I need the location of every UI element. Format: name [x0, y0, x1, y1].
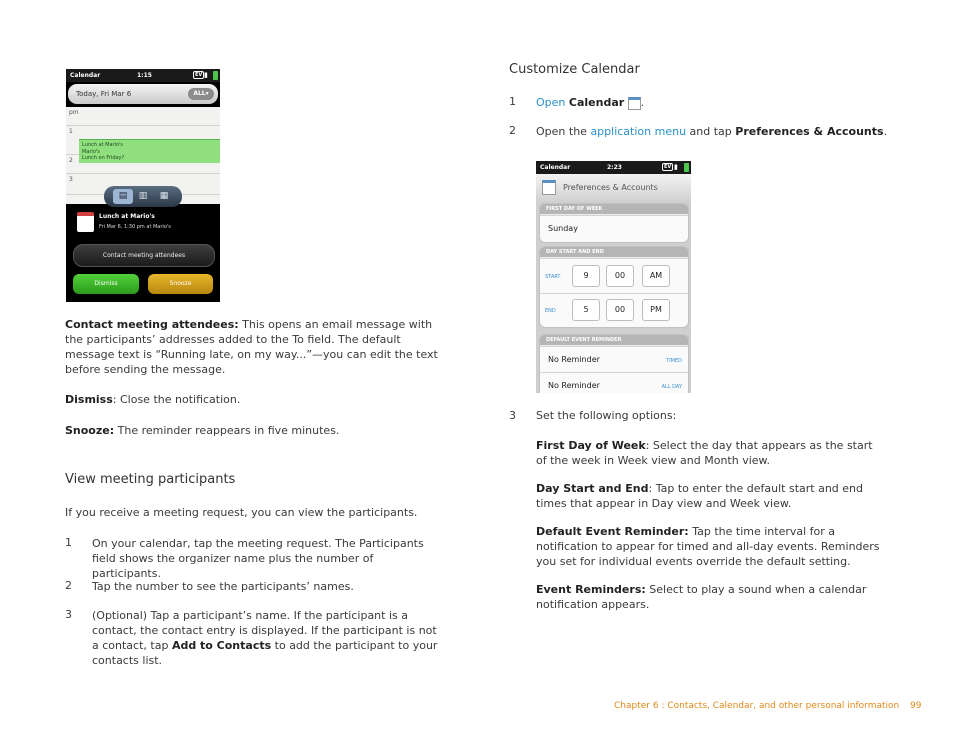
calendar-day-screenshot: [66, 69, 220, 302]
end-row: [540, 293, 688, 327]
option-day-start: Day Start and End: Tap to enter the default start and end times that appear in Day view and Week view.: [536, 482, 863, 510]
step-text: On your calendar, tap the meeting request. The Participants field shows the organizer name plus the number of participants.: [92, 537, 424, 580]
timed-reminder-selector[interactable]: [540, 346, 688, 372]
week-view-icon[interactable]: ▥: [138, 191, 148, 201]
start-label: START: [545, 274, 561, 280]
first-day-selector[interactable]: [540, 215, 688, 242]
hour-label: 1: [69, 128, 73, 135]
status-bar: [536, 161, 691, 174]
snooze-paragraph: Snooze: The reminder reappears in five minutes.: [65, 424, 340, 437]
event-location: Mario's: [82, 149, 100, 155]
day-start-end-group: [539, 246, 689, 328]
first-day-header: FIRST DAY OF WEEK: [540, 204, 688, 214]
step-number: 3: [65, 608, 72, 621]
step-text: Open Calendar .: [536, 96, 645, 109]
allday-tag: ALL DAY: [661, 384, 682, 390]
signal-icon: ▮: [674, 163, 678, 171]
footer-chapter: Chapter 6 : Contacts, Calendar, and other personal information: [614, 701, 900, 711]
dismiss-button[interactable]: Dismiss: [73, 274, 139, 294]
contact-attendees-paragraph: Contact meeting attendees: This opens an email message with the participants’ addresses added to the To field. The default message text is “Running late, on my way...”—you can edit the text before sending the message.: [65, 318, 438, 376]
all-calendars-button[interactable]: ALL▾: [188, 88, 214, 100]
status-bar: [66, 69, 220, 82]
default-reminder-group: [539, 334, 689, 393]
start-hour-picker[interactable]: 9: [572, 265, 600, 287]
end-hour-picker[interactable]: 5: [572, 299, 600, 321]
event-block[interactable]: [79, 139, 220, 163]
month-view-icon[interactable]: ▦: [159, 191, 169, 201]
end-label: END: [545, 308, 556, 314]
status-time: 2:23: [607, 164, 622, 171]
first-day-value: Sunday: [548, 224, 578, 233]
notification-detail: Fri Mar 6, 1:30 pm at Mario's: [99, 224, 171, 230]
view-switcher: [104, 186, 182, 207]
status-time: 1:15: [137, 72, 152, 79]
option-first-day: First Day of Week: Select the day that appears as the start of the week in Week view and Month view.: [536, 439, 873, 467]
status-app-name: Calendar: [70, 72, 101, 79]
step-number: 3: [509, 409, 516, 422]
section-heading: View meeting participants: [65, 472, 236, 487]
intro-paragraph: If you receive a meeting request, you can view the participants.: [65, 506, 418, 519]
step-text: Set the following options:: [536, 409, 677, 422]
date-header[interactable]: [68, 84, 218, 104]
event-title: Lunch at Mario's: [82, 142, 124, 148]
notification-title: Lunch at Mario's: [99, 213, 155, 220]
open-link[interactable]: Open: [536, 96, 566, 109]
event-note: Lunch on Friday?: [82, 155, 125, 161]
first-day-group: [539, 203, 689, 243]
day-view-icon[interactable]: ▤: [113, 189, 133, 204]
step-text: Open the application menu and tap Preferences & Accounts.: [536, 125, 888, 138]
preferences-titlebar: [536, 174, 691, 201]
dismiss-paragraph: Dismiss: Close the notification.: [65, 393, 241, 406]
status-app-name: Calendar: [540, 164, 571, 171]
hour-label: 2: [69, 157, 73, 164]
day-start-header: DAY START AND END: [540, 247, 688, 257]
ev-icon: EV: [195, 72, 203, 78]
battery-icon: [213, 71, 218, 80]
reminder-notification: [66, 207, 220, 302]
preferences-title: Preferences & Accounts: [563, 183, 658, 192]
date-title: Today, Fri Mar 6: [76, 90, 132, 98]
start-minute-picker[interactable]: 00: [606, 265, 634, 287]
step-number: 2: [65, 579, 72, 592]
pm-label: pm: [69, 109, 79, 116]
step-number: 1: [509, 95, 516, 108]
timed-tag: TIMED: [666, 358, 682, 364]
preferences-screenshot: [536, 161, 691, 393]
page-number: 99: [910, 701, 922, 711]
option-event-reminders: Event Reminders: Select to play a sound when a calendar notification appears.: [536, 583, 867, 611]
step-number: 2: [509, 124, 516, 137]
step-text: (Optional) Tap a participant’s name. If the participant is a contact, the contact entry is displayed. If the participant is not a contact, tap Add to Contacts to add the participant to your contacts list.: [92, 609, 438, 667]
end-ampm-picker[interactable]: PM: [642, 299, 670, 321]
ev-icon: EV: [664, 164, 672, 170]
step-number: 1: [65, 536, 72, 549]
hour-label: 3: [69, 176, 73, 183]
start-row: [540, 258, 688, 293]
option-default-reminder: Default Event Reminder: Tap the time interval for a notification to appear for timed and all-day events. Reminders you set for individual events override the default setting.: [536, 525, 880, 568]
snooze-button[interactable]: Snooze: [148, 274, 213, 294]
reminder-header: DEFAULT EVENT REMINDER: [540, 335, 688, 345]
application-menu-link[interactable]: application menu: [590, 125, 687, 138]
signal-icon: ▮: [204, 71, 208, 79]
calendar-icon: [542, 180, 556, 195]
timed-reminder-value: No Reminder: [548, 355, 600, 364]
calendar-app-icon: [628, 97, 641, 110]
customize-heading: Customize Calendar: [509, 62, 640, 77]
allday-reminder-value: No Reminder: [548, 381, 600, 390]
contact-attendees-button[interactable]: Contact meeting attendees: [73, 244, 215, 267]
battery-icon: [684, 163, 689, 172]
end-minute-picker[interactable]: 00: [606, 299, 634, 321]
start-ampm-picker[interactable]: AM: [642, 265, 670, 287]
calendar-icon: [77, 212, 94, 232]
step-text: Tap the number to see the participants’ names.: [92, 580, 354, 593]
allday-reminder-selector[interactable]: [540, 372, 688, 393]
